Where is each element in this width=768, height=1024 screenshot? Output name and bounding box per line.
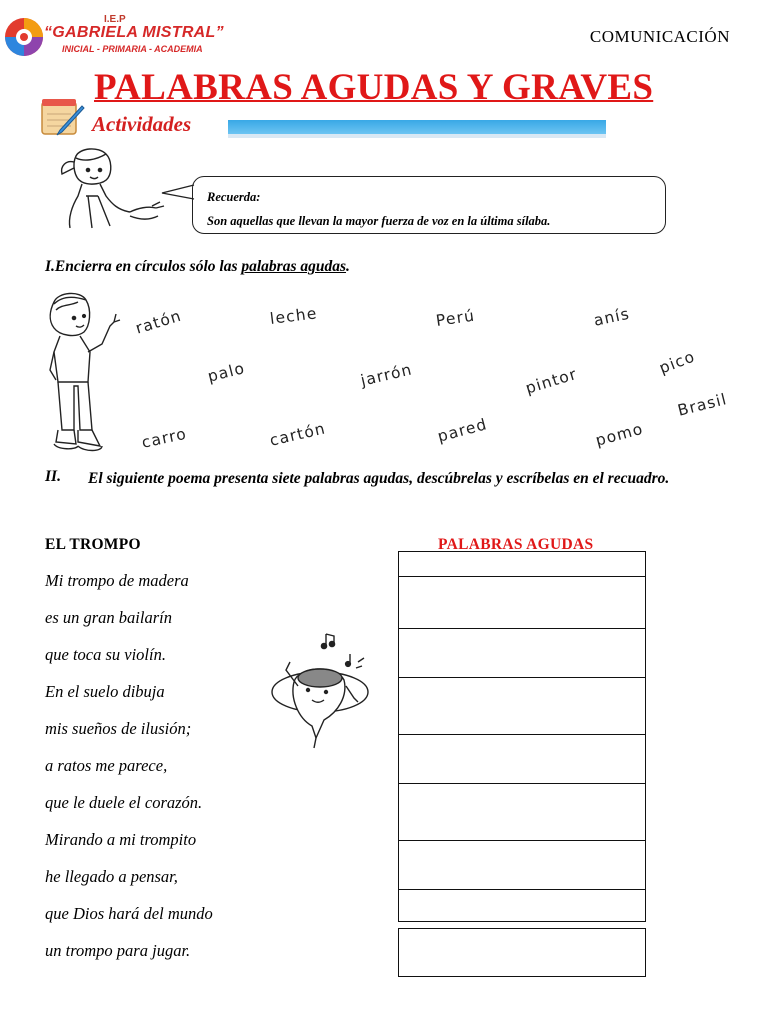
poem-line: que Dios hará del mundo — [45, 904, 213, 923]
answers-title: PALABRAS AGUDAS — [438, 536, 594, 553]
answer-box[interactable] — [398, 840, 646, 890]
answer-box[interactable] — [398, 677, 646, 735]
word-option[interactable]: Perú — [434, 306, 477, 330]
logo-school-name: “GABRIELA MISTRAL” — [44, 24, 224, 41]
section1-underlined: palabras agudas — [241, 258, 347, 275]
poem-line: En el suelo dibuja — [45, 682, 165, 701]
answer-box[interactable] — [398, 551, 646, 577]
spinning-top-illustration-icon — [268, 626, 380, 750]
word-option[interactable]: carro — [140, 424, 189, 452]
logo-levels: INICIAL - PRIMARIA - ACADEMIA — [62, 44, 203, 54]
answer-box[interactable] — [398, 928, 646, 977]
answer-box[interactable] — [398, 734, 646, 784]
word-option[interactable]: pomo — [593, 419, 646, 450]
speech-bubble-tail — [160, 183, 196, 203]
section2-instruction: El siguiente poema presenta siete palabras agudas, descúbrelas y escríbelas en el recuadro. — [88, 470, 670, 487]
section1-instruction: I.Encierra en círculos sólo las palabras agudas. — [45, 258, 350, 275]
word-option[interactable]: anís — [592, 304, 632, 330]
word-option[interactable]: leche — [268, 304, 319, 328]
word-option[interactable]: pintor — [523, 364, 580, 398]
activities-label: Actividades — [92, 112, 192, 136]
reminder-text: Son aquellas que llevan la mayor fuerza de voz en la última sílaba. — [207, 214, 551, 228]
word-option[interactable]: cartón — [267, 419, 328, 450]
poem-line: a ratos me parece, — [45, 756, 168, 775]
logo-iep: I.E.P — [104, 14, 126, 25]
poem-line: he llegado a pensar, — [45, 867, 178, 886]
word-option[interactable]: pared — [435, 415, 490, 446]
poem-title: EL TROMPO — [45, 536, 141, 553]
reminder-bubble — [192, 176, 666, 234]
poem-line: es un gran bailarín — [45, 608, 172, 627]
page-title: PALABRAS AGUDAS Y GRAVES — [94, 67, 654, 108]
word-option[interactable]: Brasil — [675, 390, 730, 420]
notepad-pen-icon — [38, 96, 88, 138]
girl-illustration-icon — [48, 146, 166, 230]
activities-bar-shadow — [228, 134, 606, 138]
answer-box[interactable] — [398, 783, 646, 841]
answer-box[interactable] — [398, 576, 646, 629]
poem-line: que toca su violín. — [45, 645, 166, 664]
poem-line: un trompo para jugar. — [45, 941, 191, 960]
answer-box[interactable] — [398, 628, 646, 678]
reminder-heading: Recuerda: — [207, 190, 261, 204]
poem-line: que le duele el corazón. — [45, 793, 203, 812]
poem-lines — [45, 570, 213, 977]
poem-line: Mi trompo de madera — [45, 571, 189, 590]
word-option[interactable]: pico — [656, 347, 698, 378]
poem-line: mis sueños de ilusión; — [45, 719, 192, 738]
boy-illustration-icon — [44, 290, 124, 460]
section2-number: II. — [45, 468, 61, 485]
poem-line: Mirando a mi trompito — [45, 830, 197, 849]
word-option[interactable]: ratón — [133, 306, 184, 338]
activities-bar — [228, 120, 606, 134]
word-option[interactable]: palo — [205, 359, 247, 386]
subject-label: COMUNICACIÓN — [589, 27, 730, 46]
answer-box[interactable] — [398, 889, 646, 922]
word-option[interactable]: jarrón — [358, 360, 415, 390]
